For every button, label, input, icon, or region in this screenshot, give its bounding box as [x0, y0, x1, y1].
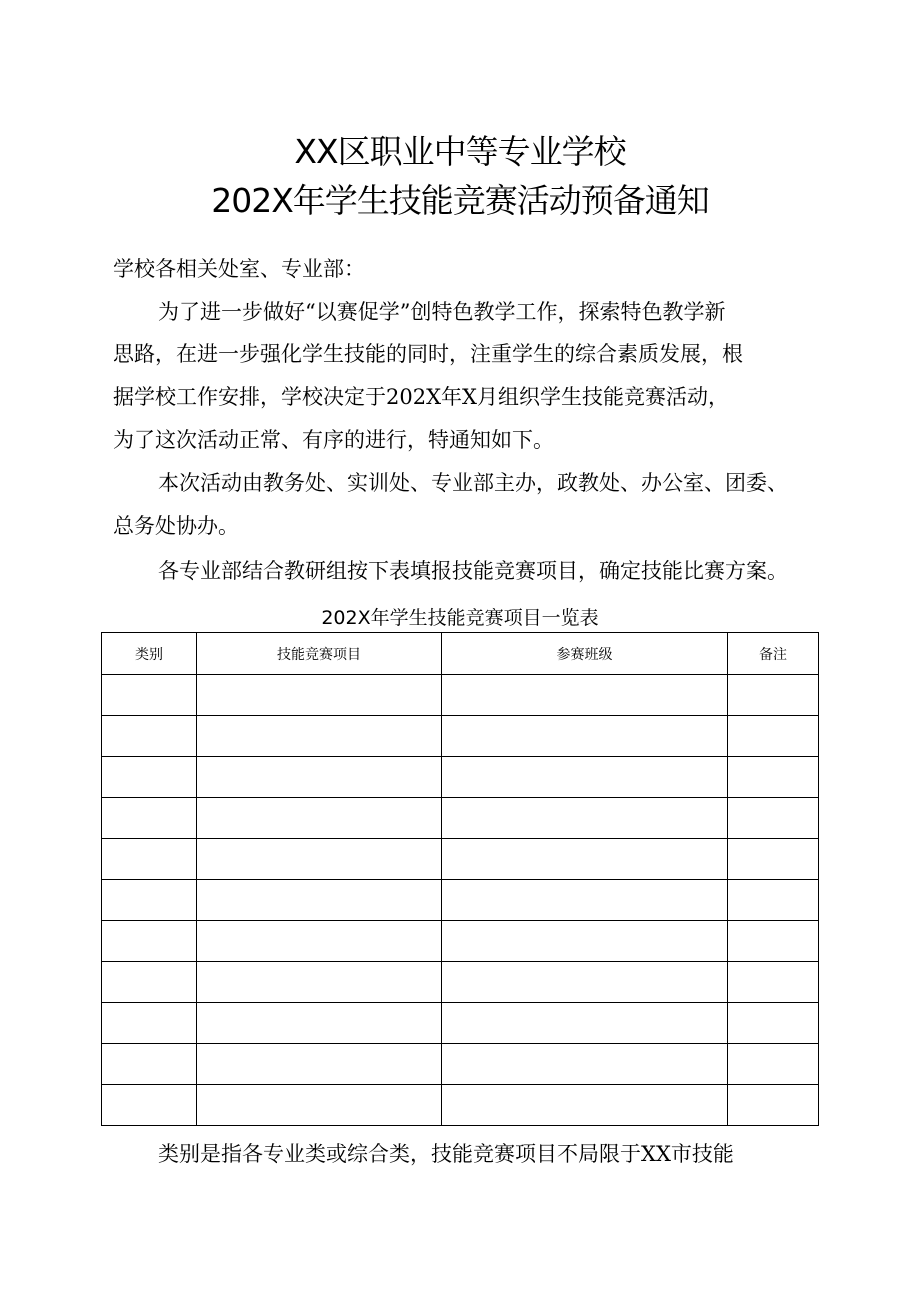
table-row	[102, 962, 819, 1003]
table-cell[interactable]	[197, 1003, 442, 1044]
table-cell[interactable]	[102, 962, 197, 1003]
table-cell[interactable]	[728, 921, 819, 962]
paragraph-1-line: 据学校工作安排，学校决定于202X年X月组织学生技能竞赛活动，	[113, 385, 729, 409]
table-cell[interactable]	[102, 921, 197, 962]
table-row	[102, 1085, 819, 1126]
table-row	[102, 798, 819, 839]
table-cell[interactable]	[728, 757, 819, 798]
table-cell[interactable]	[197, 962, 442, 1003]
table-cell[interactable]	[442, 757, 728, 798]
header-remarks: 备注	[728, 633, 819, 675]
table-cell[interactable]	[442, 921, 728, 962]
salutation: 学校各相关处室、专业部：	[113, 257, 365, 281]
table-cell[interactable]	[102, 1044, 197, 1085]
table-cell[interactable]	[197, 675, 442, 716]
table-cell[interactable]	[102, 1003, 197, 1044]
table-cell[interactable]	[197, 1044, 442, 1085]
table-cell[interactable]	[102, 839, 197, 880]
table-cell[interactable]	[728, 1085, 819, 1126]
table-cell[interactable]	[728, 839, 819, 880]
table-cell[interactable]	[197, 839, 442, 880]
table-row	[102, 839, 819, 880]
paragraph-3: 各专业部结合教研组按下表填报技能竞赛项目，确定技能比赛方案。	[158, 559, 788, 583]
table-cell[interactable]	[728, 1044, 819, 1085]
table-cell[interactable]	[442, 1085, 728, 1126]
header-participating-class: 参赛班级	[442, 633, 728, 675]
paragraph-2-line: 本次活动由教务处、实训处、专业部主办，政教处、办公室、团委、	[158, 471, 788, 495]
table-cell[interactable]	[442, 839, 728, 880]
table-cell[interactable]	[197, 1085, 442, 1126]
table-cell[interactable]	[728, 880, 819, 921]
table-cell[interactable]	[102, 757, 197, 798]
title-line-2: 202X年学生技能竞赛活动预备通知	[211, 181, 709, 220]
table-cell[interactable]	[728, 798, 819, 839]
table-cell[interactable]	[442, 962, 728, 1003]
paragraph-1-line: 思路，在进一步强化学生技能的同时，注重学生的综合素质发展，根	[113, 342, 743, 366]
table-cell[interactable]	[197, 880, 442, 921]
table-row	[102, 1044, 819, 1085]
table-caption: 202X年学生技能竞赛项目一览表	[321, 607, 599, 629]
table-cell[interactable]	[102, 798, 197, 839]
header-category: 类别	[102, 633, 197, 675]
table-cell[interactable]	[442, 675, 728, 716]
table-cell[interactable]	[197, 757, 442, 798]
table-cell[interactable]	[442, 716, 728, 757]
table-cell[interactable]	[442, 798, 728, 839]
table-cell[interactable]	[728, 716, 819, 757]
table-row	[102, 757, 819, 798]
table-cell[interactable]	[728, 675, 819, 716]
table-cell[interactable]	[728, 962, 819, 1003]
table-cell[interactable]	[102, 1085, 197, 1126]
table-cell[interactable]	[102, 675, 197, 716]
table-row	[102, 921, 819, 962]
table-row	[102, 716, 819, 757]
table-row	[102, 1003, 819, 1044]
paragraph-1-line: 为了这次活动正常、有序的进行，特通知如下。	[113, 428, 554, 452]
title-line-1: XX区职业中等专业学校	[294, 132, 626, 171]
competition-items-table	[101, 632, 819, 1126]
table-cell[interactable]	[197, 921, 442, 962]
table-cell[interactable]	[197, 798, 442, 839]
table-cell[interactable]	[102, 880, 197, 921]
table-cell[interactable]	[442, 1044, 728, 1085]
table-row	[102, 675, 819, 716]
table-row	[102, 880, 819, 921]
header-competition-item: 技能竞赛项目	[197, 633, 442, 675]
paragraph-2-line: 总务处协办。	[113, 514, 239, 538]
table-cell[interactable]	[197, 716, 442, 757]
table-cell[interactable]	[728, 1003, 819, 1044]
table-cell[interactable]	[442, 880, 728, 921]
paragraph-1-line: 为了进一步做好“以赛促学”创特色教学工作，探索特色教学新	[158, 300, 726, 324]
table-header-row	[102, 633, 819, 675]
table-cell[interactable]	[102, 716, 197, 757]
footer-line: 类别是指各专业类或综合类，技能竞赛项目不局限于XX市技能	[158, 1142, 734, 1166]
table-cell[interactable]	[442, 1003, 728, 1044]
